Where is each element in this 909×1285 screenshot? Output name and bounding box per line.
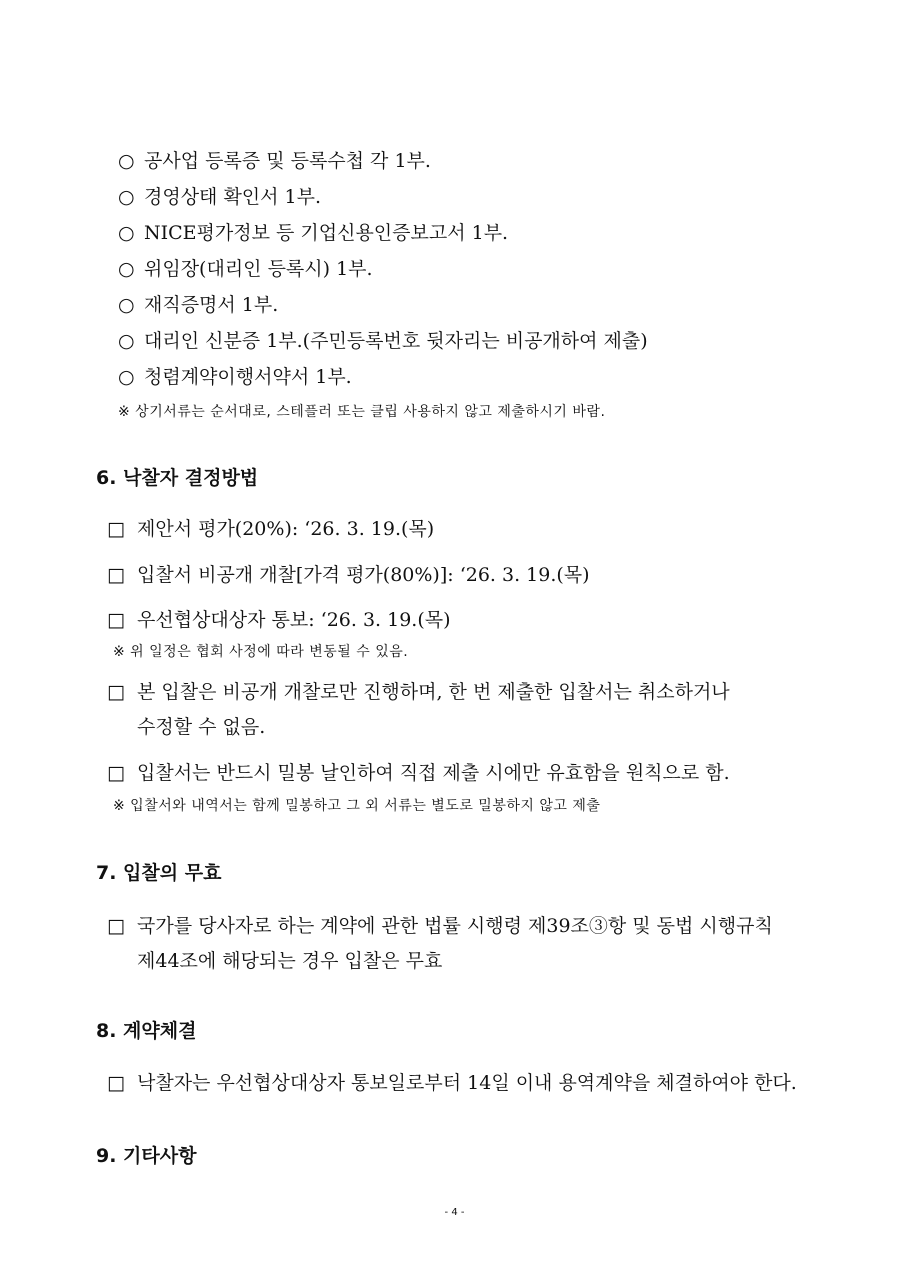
circle-bullet-icon: ○ [118,186,135,208]
doc-item: ○ 공사업 등록증 및 등록수첩 각 1부. [118,150,431,172]
docs-note: ※ 상기서류는 순서대로, 스테플러 또는 클립 사용하지 않고 제출하시기 바람. [118,404,606,420]
rule-item: □ 본 입찰은 비공개 개찰로만 진행하며, 한 번 제출한 입찰서는 취소하거나 [107,681,730,703]
doc-item: ○ 청렴계약이행서약서 1부. [118,366,352,388]
circle-bullet-icon: ○ [118,294,135,316]
checkbox-square-icon: □ [107,564,125,586]
checkbox-square-icon: □ [107,518,125,540]
rule-item: □ 입찰서는 반드시 밀봉 날인하여 직접 제출 시에만 유효함을 원칙으로 함. [107,762,730,784]
rule-item-continuation: 수정할 수 없음. [137,716,266,738]
page-number: - 4 - [444,1207,465,1218]
checkbox-square-icon: □ [107,762,125,784]
doc-item: ○ 경영상태 확인서 1부. [118,186,322,208]
doc-item: ○ 위임장(대리인 등록시) 1부. [118,258,373,280]
circle-bullet-icon: ○ [118,222,135,244]
checkbox-square-icon: □ [107,609,125,631]
circle-bullet-icon: ○ [118,366,135,388]
checkbox-square-icon: □ [107,915,125,937]
section-6-title: 6. 낙찰자 결정방법 [96,467,259,489]
checkbox-square-icon: □ [107,681,125,703]
schedule-item: □ 제안서 평가(20%): ‘26. 3. 19.(목) [107,518,435,540]
invalid-bid-continuation: 제44조에 해당되는 경우 입찰은 무효 [137,950,443,972]
doc-item: ○ 대리인 신분증 1부.(주민등록번호 뒷자리는 비공개하여 제출) [118,330,648,352]
contract-item: □ 낙찰자는 우선협상대상자 통보일로부터 14일 이내 용역계약을 체결하여야 한다. [107,1072,797,1094]
invalid-bid-item: □ 국가를 당사자로 하는 계약에 관한 법률 시행령 제39조③항 및 동법 시행규칙 [107,915,773,937]
doc-item: ○ 재직증명서 1부. [118,294,279,316]
checkbox-square-icon: □ [107,1072,125,1094]
sealing-note: ※ 입찰서와 내역서는 함께 밀봉하고 그 외 서류는 별도로 밀봉하지 않고 제출 [113,798,601,814]
schedule-item: □ 우선협상대상자 통보: ‘26. 3. 19.(목) [107,609,451,631]
circle-bullet-icon: ○ [118,150,135,172]
section-7-title: 7. 입찰의 무효 [96,862,222,884]
circle-bullet-icon: ○ [118,330,135,352]
schedule-note: ※ 위 일정은 협회 사정에 따라 변동될 수 있음. [113,644,409,660]
circle-bullet-icon: ○ [118,258,135,280]
section-8-title: 8. 계약체결 [96,1020,197,1042]
section-9-title: 9. 기타사항 [96,1145,197,1167]
schedule-item: □ 입찰서 비공개 개찰[가격 평가(80%)]: ‘26. 3. 19.(목) [107,564,590,586]
doc-item: ○ NICE평가정보 등 기업신용인증보고서 1부. [118,222,509,244]
